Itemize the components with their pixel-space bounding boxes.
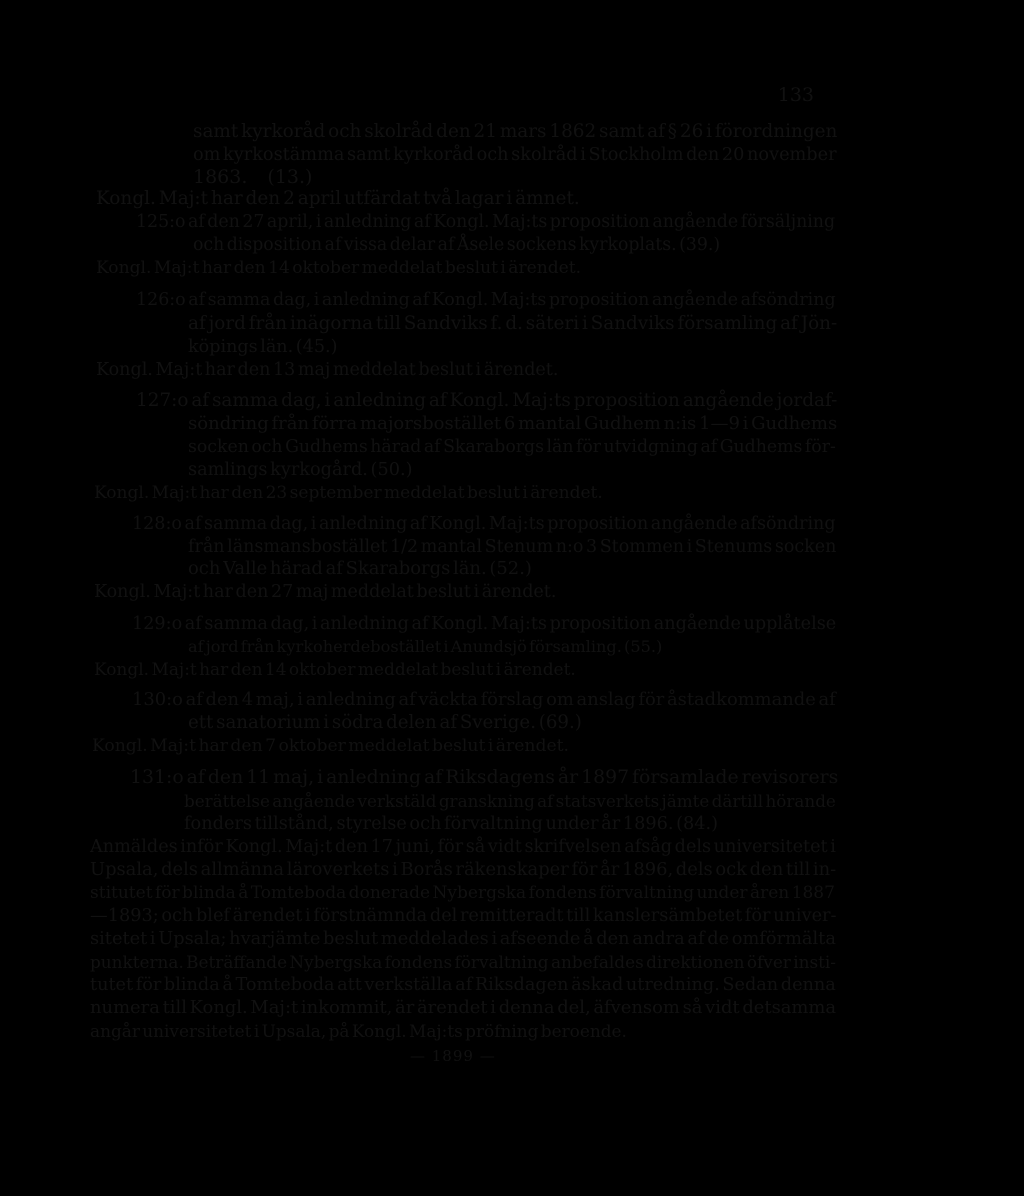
text-line: från länsmansbostället 1/2 mantal Stenum n:o 3 Stommen i Stenums socken [188, 537, 837, 557]
text-line: angår universitetet i Upsala, på Kongl. Maj:ts pröfning beroende. [90, 1021, 627, 1041]
text-line: Kongl. Maj:t har den 23 september meddelat beslut i ärendet. [94, 483, 603, 503]
text-line: punkterna. Beträffande Nybergska fondens förvaltning anbefaldes direktionen öfver insti- [90, 952, 836, 972]
text-line: söndring från förra majorsbostället 6 mantal Gudhem n:is 1—9 i Gudhems [188, 413, 838, 434]
text-line: om kyrkostämma samt kyrkoråd och skolråd i Stockholm den 20 november [193, 145, 837, 165]
text-line: köpings län. (45.) [188, 337, 338, 357]
text-line: Kongl. Maj:t har den 27 maj meddelat beslut i ärendet. [94, 582, 557, 602]
text-line: samlings kyrkogård. (50.) [188, 460, 413, 480]
text-line: Kongl. Maj:t har den 2 april utfärdat två lagar i ämnet. [96, 188, 580, 209]
text-line: stitutet för blinda å Tomteboda donerade Nybergska fondens förvaltning under åren 1887 [90, 883, 835, 903]
text-line: 125:o af den 27 april, i anledning af Kongl. Maj:ts proposition angående försäljning [136, 212, 836, 232]
text-line: ett sanatorium i södra delen af Sverige. (69.) [188, 712, 582, 733]
text-line: Kongl. Maj:t har den 14 oktober meddelat beslut i ärendet. [94, 660, 576, 680]
text-line: 127:o af samma dag, i anledning af Kongl. Maj:ts proposition angående jordaf- [136, 390, 838, 411]
text-line: 128:o af samma dag, i anledning af Kongl. Maj:ts proposition angående afsöndring [132, 514, 836, 534]
text-line: numera till Kongl. Maj:t inkommit, är ärendet i denna del, äfvensom så vidt detsamma [90, 997, 837, 1018]
text-line: 1863. (13.) [193, 166, 313, 188]
text-line: af jord från kyrkoherdebostället i Anundsjö församling. (55.) [188, 637, 663, 656]
text-line: berättelse angående verkstäld granskning af statsverkets jämte därtill hörande [184, 791, 836, 811]
text-line: fonders tillstånd, styrelse och förvaltning under år 1896. (84.) [184, 814, 719, 834]
text-line: af jord från inägorna till Sandviks f. d. säteri i Sandviks församling af Jön- [188, 313, 838, 334]
text-line: Kongl. Maj:t har den 7 oktober meddelat beslut i ärendet. [92, 736, 569, 756]
text-line: tutet för blinda å Tomteboda att verkställa af Riksdagen äskad utredning. Sedan denna [90, 975, 836, 995]
text-line: samt kyrkoråd och skolråd den 21 mars 1862 samt af § 26 i förordningen [193, 121, 838, 142]
text-line: Kongl. Maj:t har den 14 oktober meddelat beslut i ärendet. [96, 258, 582, 278]
text-line: sitetet i Upsala; hvarjämte beslut meddelades i afseende å den andra af de omförmälta [90, 929, 836, 949]
text-line: Anmäldes inför Kongl. Maj:t den 17 juni, för så vidt skrifvelsen afsåg dels universitetet i [90, 837, 836, 857]
text-line: socken och Gudhems härad af Skaraborgs län för utvidgning af Gudhems för- [188, 437, 836, 457]
text-line: och Valle härad af Skaraborgs län. (52.) [188, 558, 532, 579]
page-footer-year: — 1899 — [410, 1047, 496, 1065]
text-line: Upsala, dels allmänna läroverkets i Borås räkenskaper för år 1896, dels ock den till in- [90, 859, 837, 880]
text-line: —1893; och blef ärendet i förstnämnda del remitteradt till kanslersämbetet för univer- [90, 906, 837, 926]
text-line: 129:o af samma dag, i anledning af Kongl. Maj:ts proposition angående upplåtelse [132, 614, 837, 634]
text-line: 126:o af samma dag, i anledning af Kongl. Maj:ts proposition angående afsöndring [136, 290, 836, 310]
page-number: 133 [777, 84, 814, 106]
text-line: 130:o af den 4 maj, i anledning af väckta förslag om anslag för åstadkommande af [132, 689, 836, 710]
text-line: och disposition af vissa delar af Åsele sockens kyrkoplats. (39.) [193, 235, 721, 255]
text-line: 131:o af den 11 maj, i anledning af Riksdagens år 1897 församlade revisorers [130, 767, 839, 788]
text-line: Kongl. Maj:t har den 13 maj meddelat beslut i ärendet. [96, 360, 559, 380]
